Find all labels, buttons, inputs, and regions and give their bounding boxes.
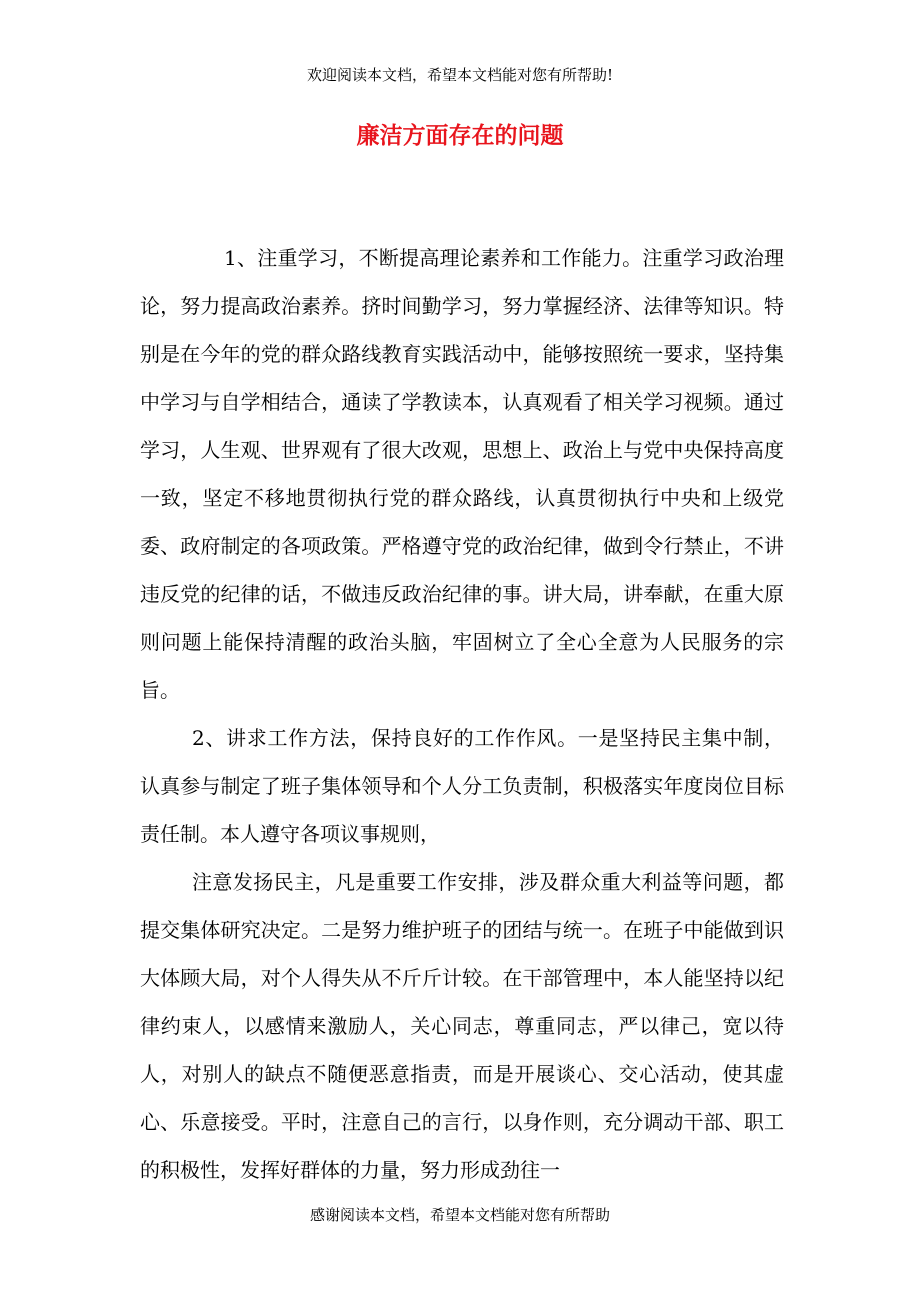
page-header-note: 欢迎阅读本文档，希望本文档能对您有所帮助! bbox=[306, 66, 614, 84]
paragraph-3: 注意发扬民主，凡是重要工作安排，涉及群众重大利益等问题，都提交集体研究决定。二是努力维护班子的团结与统一。在班子中能做到识大体顾大局，对个人得失从不斤斤计较。在干部管理中，本人能坚持以纪律约束人，以感情来激励人，关心同志，尊重同志，严以律己，宽以待人，对别人的缺点不随便恶意指责，而是开展谈心、交心活动，使其虚心、乐意接受。平时，注意自己的言行，以身作则，充分调动干部、职工的积极性，发挥好群体的力量，努力形成劲往一 bbox=[140, 870, 784, 1182]
document-title: 廉洁方面存在的问题 bbox=[356, 122, 564, 149]
document-body bbox=[140, 234, 784, 1194]
paragraph-2: 2、讲求工作方法，保持良好的工作作风。一是坚持民主集中制，认真参与制定了班子集体领导和个人分工负责制，积极落实年度岗位目标责任制。本人遵守各项议事规则， bbox=[140, 726, 784, 846]
paragraph-1: 1、注重学习，不断提高理论素养和工作能力。注重学习政治理论，努力提高政治素养。挤时间勤学习，努力掌握经济、法律等知识。特别是在今年的党的群众路线教育实践活动中，能够按照统一要求，坚持集中学习与自学相结合，通读了学教读本，认真观看了相关学习视频。通过学习，人生观、世界观有了很大改观，思想上、政治上与党中央保持高度一致，坚定不移地贯彻执行党的群众路线，认真贯彻执行中央和上级党委、政府制定的各项政策。严格遵守党的政治纪律，做到令行禁止，不讲违反党的纪律的话，不做违反政治纪律的事。讲大局，讲奉献，在重大原则问题上能保持清醒的政治头脑，牢固树立了全心全意为人民服务的宗旨。 bbox=[140, 246, 784, 702]
page-footer-note: 感谢阅读本文档，希望本文档能对您有所帮助 bbox=[309, 1206, 610, 1224]
